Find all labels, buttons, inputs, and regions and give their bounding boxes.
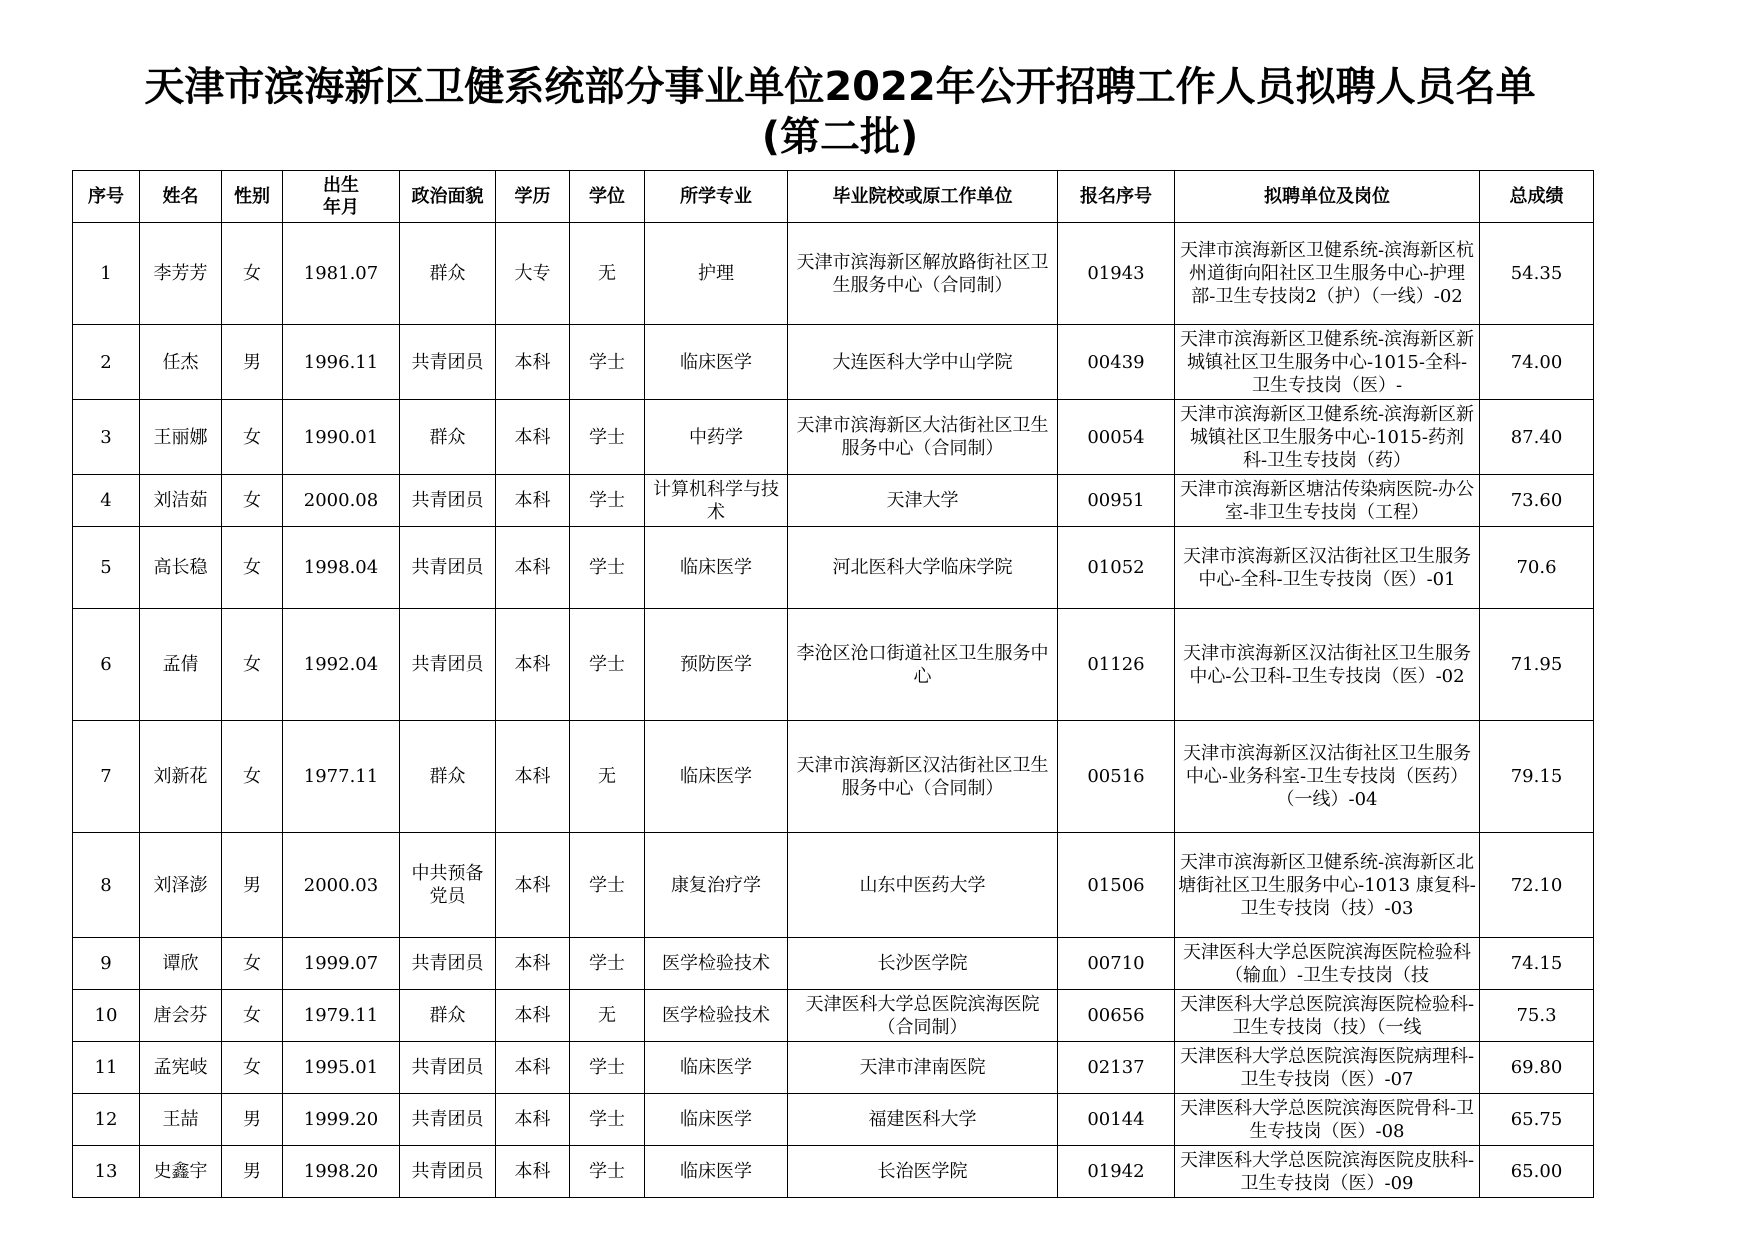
cell-education: 本科 [496,1042,570,1094]
table-row [73,1146,1594,1198]
cell-school: 河北医科大学临床学院 [788,527,1058,609]
cell-birth: 1998.04 [283,527,400,609]
cell-gender: 女 [222,938,283,990]
cell-birth: 1999.07 [283,938,400,990]
cell-seq: 5 [73,527,140,609]
table-row [73,721,1594,833]
cell-score: 72.10 [1480,833,1594,938]
post-text: 天津市滨海新区卫健系统-滨海新区北塘街社区卫生服务中心-1013 康复科-卫生专技岗（技）-03 [1178,851,1476,919]
cell-major: 临床医学 [645,1042,788,1094]
cell-political: 群众 [400,990,496,1042]
cell-seq: 4 [73,475,140,527]
post-text: 天津市滨海新区卫健系统-滨海新区新城镇社区卫生服务中心-1015-全科-卫生专技岗（医）- [1179,328,1475,396]
header-education: 学历 [496,171,570,223]
cell-score: 71.95 [1480,609,1594,721]
cell-gender: 女 [222,223,283,325]
cell-seq: 8 [73,833,140,938]
cell-birth: 1979.11 [283,990,400,1042]
cell-school: 福建医科大学 [788,1094,1058,1146]
cell-gender: 男 [222,1094,283,1146]
cell-degree: 学士 [570,400,645,475]
cell-seq: 12 [73,1094,140,1146]
cell-school: 天津大学 [788,475,1058,527]
cell-birth: 1981.07 [283,223,400,325]
cell-education: 本科 [496,721,570,833]
cell-political: 共青团员 [400,325,496,400]
cell-reg-no: 01052 [1058,527,1175,609]
document-title [0,62,1680,162]
post-text: 天津医科大学总医院滨海医院骨科-卫生专技岗（医）-08 [1179,1097,1475,1142]
cell-post [1175,1042,1480,1094]
cell-school: 长沙医学院 [788,938,1058,990]
header-political: 政治面貌 [400,171,496,223]
cell-gender: 女 [222,990,283,1042]
cell-seq: 11 [73,1042,140,1094]
cell-birth: 1992.04 [283,609,400,721]
cell-reg-no: 00656 [1058,990,1175,1042]
post-text: 天津市滨海新区汉沽街社区卫生服务中心-公卫科-卫生专技岗（医）-02 [1183,642,1471,687]
cell-gender: 女 [222,1042,283,1094]
title-line-2: (第二批) [761,114,919,160]
cell-name: 高长稳 [140,527,222,609]
cell-name: 唐会芬 [140,990,222,1042]
cell-degree: 学士 [570,1094,645,1146]
cell-degree: 学士 [570,527,645,609]
cell-degree: 无 [570,721,645,833]
header-birth-line-1: 出生 [323,174,359,196]
cell-school: 李沧区沧口街道社区卫生服务中心 [788,609,1058,721]
cell-reg-no: 00516 [1058,721,1175,833]
cell-major: 临床医学 [645,721,788,833]
cell-education: 本科 [496,938,570,990]
table-header-row [73,171,1594,223]
cell-political: 群众 [400,400,496,475]
cell-name: 孟倩 [140,609,222,721]
cell-school: 天津市滨海新区解放路街社区卫生服务中心（合同制） [788,223,1058,325]
cell-score: 74.00 [1480,325,1594,400]
header-gender: 性别 [222,171,283,223]
cell-political: 共青团员 [400,1094,496,1146]
cell-birth: 1996.11 [283,325,400,400]
cell-political: 共青团员 [400,1146,496,1198]
cell-degree: 学士 [570,475,645,527]
cell-birth: 1995.01 [283,1042,400,1094]
cell-political: 共青团员 [400,609,496,721]
header-birth-line-2: 年月 [323,196,359,218]
table-row [73,527,1594,609]
cell-education: 本科 [496,990,570,1042]
cell-reg-no: 01126 [1058,609,1175,721]
cell-seq: 3 [73,400,140,475]
cell-degree: 学士 [570,938,645,990]
cell-major: 康复治疗学 [645,833,788,938]
post-text: 天津市滨海新区汉沽街社区卫生服务中心-业务科室-卫生专技岗（医药）（一线）-04 [1183,743,1471,810]
cell-major: 护理 [645,223,788,325]
table-row [73,325,1594,400]
cell-score: 65.75 [1480,1094,1594,1146]
cell-name: 史鑫宇 [140,1146,222,1198]
cell-degree: 学士 [570,1146,645,1198]
cell-political: 共青团员 [400,1042,496,1094]
cell-major: 临床医学 [645,527,788,609]
cell-school: 天津市滨海新区大沽街社区卫生服务中心（合同制） [788,400,1058,475]
cell-post [1175,833,1480,938]
cell-school: 天津医科大学总医院滨海医院（合同制） [788,990,1058,1042]
cell-education: 本科 [496,475,570,527]
cell-name: 王喆 [140,1094,222,1146]
cell-education: 本科 [496,833,570,938]
cell-degree: 学士 [570,609,645,721]
cell-education: 本科 [496,1094,570,1146]
cell-education: 本科 [496,325,570,400]
post-text: 天津市滨海新区卫健系统-滨海新区新城镇社区卫生服务中心-1015-药剂科-卫生专技岗（药） [1179,403,1475,471]
table-row [73,609,1594,721]
header-name: 姓名 [140,171,222,223]
cell-political: 中共预备党员 [400,833,496,938]
cell-major: 计算机科学与技术 [645,475,788,527]
cell-score: 79.15 [1480,721,1594,833]
table-row [73,475,1594,527]
table-row [73,938,1594,990]
cell-education: 本科 [496,527,570,609]
cell-post [1175,527,1480,609]
table-row [73,223,1594,325]
cell-school: 大连医科大学中山学院 [788,325,1058,400]
header-post: 拟聘单位及岗位 [1175,171,1480,223]
cell-reg-no: 01942 [1058,1146,1175,1198]
cell-post [1175,223,1480,325]
cell-birth: 2000.08 [283,475,400,527]
cell-post [1175,400,1480,475]
post-text: 天津医科大学总医院滨海医院皮肤科-卫生专技岗（医）-09 [1179,1149,1475,1194]
cell-name: 李芳芳 [140,223,222,325]
cell-score: 75.3 [1480,990,1594,1042]
cell-gender: 女 [222,400,283,475]
cell-post [1175,721,1480,833]
table-row [73,833,1594,938]
cell-post [1175,1146,1480,1198]
cell-major: 中药学 [645,400,788,475]
cell-school: 天津市滨海新区汉沽街社区卫生服务中心（合同制） [788,721,1058,833]
header-school: 毕业院校或原工作单位 [788,171,1058,223]
cell-post [1175,1094,1480,1146]
cell-birth: 1977.11 [283,721,400,833]
cell-reg-no: 00439 [1058,325,1175,400]
cell-score: 65.00 [1480,1146,1594,1198]
cell-major: 临床医学 [645,1146,788,1198]
cell-seq: 13 [73,1146,140,1198]
cell-political: 共青团员 [400,938,496,990]
cell-name: 孟宪岐 [140,1042,222,1094]
cell-degree: 学士 [570,325,645,400]
cell-name: 刘新花 [140,721,222,833]
cell-major: 临床医学 [645,1094,788,1146]
cell-birth: 1999.20 [283,1094,400,1146]
post-text: 天津医科大学总医院滨海医院检验科-卫生专技岗（技）（一线 [1179,993,1475,1038]
cell-political: 群众 [400,223,496,325]
cell-reg-no: 00054 [1058,400,1175,475]
header-degree: 学位 [570,171,645,223]
cell-name: 刘洁茹 [140,475,222,527]
cell-score: 87.40 [1480,400,1594,475]
cell-political: 共青团员 [400,527,496,609]
cell-birth: 2000.03 [283,833,400,938]
cell-seq: 9 [73,938,140,990]
cell-seq: 2 [73,325,140,400]
cell-post [1175,938,1480,990]
cell-major: 预防医学 [645,609,788,721]
cell-score: 74.15 [1480,938,1594,990]
post-text: 天津市滨海新区塘沽传染病医院-办公室-非卫生专技岗（工程） [1179,478,1475,523]
cell-score: 73.60 [1480,475,1594,527]
cell-reg-no: 01506 [1058,833,1175,938]
candidate-table [72,170,1594,1198]
cell-political: 共青团员 [400,475,496,527]
header-major: 所学专业 [645,171,788,223]
post-text: 天津市滨海新区卫健系统-滨海新区杭州道街向阳社区卫生服务中心-护理部-卫生专技岗2（护）（一线）-02 [1179,240,1475,307]
cell-political: 群众 [400,721,496,833]
table-row [73,1042,1594,1094]
cell-gender: 男 [222,1146,283,1198]
cell-education: 大专 [496,223,570,325]
cell-major: 医学检验技术 [645,990,788,1042]
cell-degree: 学士 [570,1042,645,1094]
cell-name: 谭欣 [140,938,222,990]
cell-degree: 无 [570,223,645,325]
cell-birth: 1990.01 [283,400,400,475]
cell-gender: 女 [222,721,283,833]
cell-post [1175,475,1480,527]
header-reg-no: 报名序号 [1058,171,1175,223]
table-row [73,400,1594,475]
cell-gender: 女 [222,609,283,721]
cell-gender: 女 [222,527,283,609]
cell-seq: 6 [73,609,140,721]
cell-school: 长治医学院 [788,1146,1058,1198]
cell-reg-no: 00951 [1058,475,1175,527]
cell-seq: 1 [73,223,140,325]
cell-major: 临床医学 [645,325,788,400]
post-text: 天津医科大学总医院滨海医院病理科-卫生专技岗（医）-07 [1179,1045,1475,1090]
cell-name: 刘泽澎 [140,833,222,938]
cell-score: 70.6 [1480,527,1594,609]
cell-education: 本科 [496,609,570,721]
cell-post [1175,325,1480,400]
cell-school: 山东中医药大学 [788,833,1058,938]
header-seq: 序号 [73,171,140,223]
cell-education: 本科 [496,1146,570,1198]
cell-seq: 10 [73,990,140,1042]
cell-score: 54.35 [1480,223,1594,325]
cell-name: 任杰 [140,325,222,400]
table-row [73,1094,1594,1146]
cell-post [1175,609,1480,721]
post-text: 天津医科大学总医院滨海医院检验科（输血）-卫生专技岗（技 [1183,941,1471,986]
cell-school: 天津市津南医院 [788,1042,1058,1094]
cell-reg-no: 01943 [1058,223,1175,325]
cell-score: 69.80 [1480,1042,1594,1094]
cell-gender: 男 [222,325,283,400]
cell-major: 医学检验技术 [645,938,788,990]
header-birth [283,171,400,223]
cell-gender: 男 [222,833,283,938]
cell-name: 王丽娜 [140,400,222,475]
cell-education: 本科 [496,400,570,475]
cell-seq: 7 [73,721,140,833]
cell-reg-no: 02137 [1058,1042,1175,1094]
table-row [73,990,1594,1042]
cell-gender: 女 [222,475,283,527]
header-score: 总成绩 [1480,171,1594,223]
title-line-1: 天津市滨海新区卫健系统部分事业单位2022年公开招聘工作人员拟聘人员名单 [144,64,1536,110]
cell-degree: 学士 [570,833,645,938]
cell-birth: 1998.20 [283,1146,400,1198]
cell-reg-no: 00144 [1058,1094,1175,1146]
cell-reg-no: 00710 [1058,938,1175,990]
post-text: 天津市滨海新区汉沽街社区卫生服务中心-全科-卫生专技岗（医）-01 [1183,545,1471,590]
cell-degree: 无 [570,990,645,1042]
cell-post [1175,990,1480,1042]
